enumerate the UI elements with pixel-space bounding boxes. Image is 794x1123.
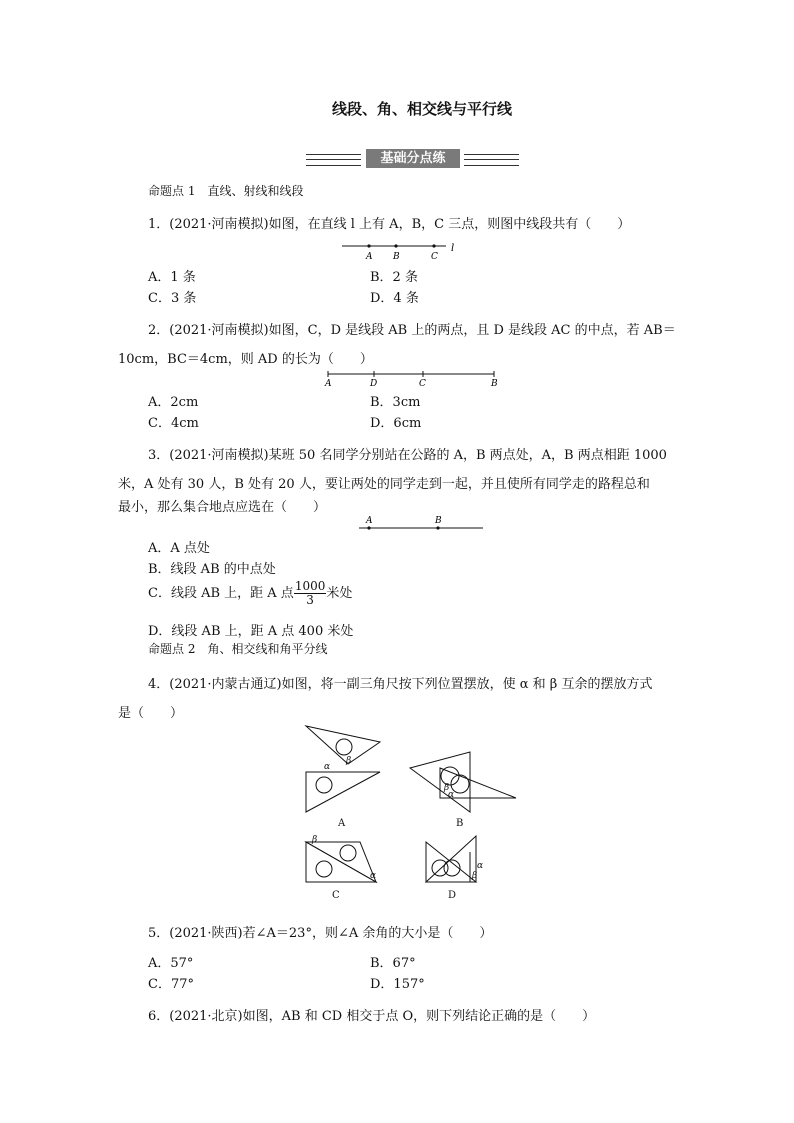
q1-option-a: A．1 条	[148, 270, 196, 285]
q3-option-a: A．A 点处	[148, 541, 210, 556]
q5-option-d: D．157°	[370, 977, 425, 992]
section-banner	[306, 148, 518, 170]
q4c-lower-set-square	[306, 842, 376, 882]
q4-stem-line1: 4．(2021·内蒙古通辽)如图，将一副三角尺按下列位置摆放，使 α 和 β 互余的摆放方式	[148, 677, 653, 692]
q4c-lower-circle	[316, 861, 332, 877]
q2-option-b: B．3cm	[370, 395, 421, 410]
q4-caption-c: C	[332, 890, 340, 901]
q1-stem: 1．(2021·河南模拟)如图，在直线 l 上有 A，B，C 三点，则图中线段共有（ ）	[148, 217, 631, 232]
q3-option-b: B．线段 AB 的中点处	[148, 562, 276, 577]
banner-left-rule	[306, 154, 361, 166]
q1-label-a: A	[366, 252, 373, 262]
q3-point-a	[367, 526, 370, 529]
q3-option-c-suffix: 米处	[326, 586, 353, 601]
q4a-lower-set-square	[306, 772, 380, 812]
q3-option-d: D．线段 AB 上，距 A 点 400 米处	[148, 624, 354, 639]
q4b-beta: β	[444, 783, 450, 793]
q3-label-b: B	[435, 516, 442, 526]
q4d-set-square-2	[426, 836, 476, 882]
q3-fraction	[294, 580, 327, 607]
q3-fraction-numerator: 1000	[294, 579, 326, 593]
q1-option-d: D．4 条	[370, 291, 419, 306]
q2-label-d: D	[370, 379, 378, 388]
q4a-beta: β	[346, 756, 352, 766]
q1-option-b: B．2 条	[370, 270, 418, 285]
q3-road-figure	[355, 514, 490, 534]
q4-stem-line2: 是（ ）	[118, 706, 184, 721]
q4d-circle-1	[432, 860, 448, 876]
q2-stem-line2: 10cm，BC＝4cm，则 AD 的长为（ ）	[118, 352, 373, 367]
q1-label-c: C	[431, 252, 438, 262]
q2-stem-line1: 2．(2021·河南模拟)如图，C，D 是线段 AB 上的两点，且 D 是线段 AC 的中点，若 AB＝	[148, 323, 676, 338]
q3-option-c-prefix: C．线段 AB 上，距 A 点	[148, 586, 294, 601]
q5-option-c: C．77°	[148, 977, 194, 992]
q2-option-d: D．6cm	[370, 416, 422, 431]
banner-right-rule	[464, 154, 519, 166]
q3-stem-line1: 3．(2021·河南模拟)某班 50 名同学分别站在公路的 A，B 两点处，A，B 两点相距 1000	[148, 448, 667, 463]
q3-label-a: A	[366, 516, 373, 526]
q4c-upper-circle	[340, 845, 356, 861]
q1-point-b	[394, 244, 397, 247]
q4-caption-d: D	[448, 890, 457, 901]
q6-stem: 6．(2021·北京)如图，AB 和 CD 相交于点 O，则下列结论正确的是（ ）	[148, 1009, 596, 1024]
q3-stem-line2: 米，A 处有 30 人，B 处有 20 人，要让两处的同学走到一起，并且使所有同学走的路程总和	[118, 477, 650, 492]
q3-point-b	[436, 526, 439, 529]
q4a-lower-circle	[316, 777, 332, 793]
q2-label-a: A	[325, 379, 332, 388]
q4b-alpha: α	[448, 790, 455, 800]
banner-label: 基础分点练	[366, 149, 460, 168]
q2-option-a: A．2cm	[148, 395, 199, 410]
q3-option-c	[148, 580, 352, 607]
q4d-beta: β	[472, 871, 478, 881]
q5-option-b: B．67°	[370, 956, 416, 971]
q4a-upper-circle	[336, 739, 352, 755]
q4c-beta: β	[312, 835, 318, 845]
q5-stem: 5．(2021·陕西)若∠A＝23°，则∠A 余角的大小是（ ）	[148, 926, 493, 941]
q1-option-c: C．3 条	[148, 291, 197, 306]
q4d-alpha: α	[477, 861, 484, 871]
q4a-alpha: α	[324, 762, 331, 772]
section-heading-2: 命题点 2 角、相交线和角平分线	[148, 642, 328, 656]
section-heading-1: 命题点 1 直线、射线和线段	[148, 184, 304, 198]
q4a-upper-set-square	[306, 726, 380, 764]
q3-fraction-denominator: 3	[306, 593, 314, 607]
q1-point-a	[367, 244, 370, 247]
q4-caption-b: B	[456, 818, 464, 829]
q1-label-l: l	[451, 243, 455, 254]
q1-label-b: B	[393, 252, 400, 262]
q5-option-a: A．57°	[148, 956, 194, 971]
q4c-alpha: α	[370, 871, 377, 881]
q3-stem-line3: 最小，那么集合地点应选在（ ）	[118, 500, 327, 515]
q1-point-c	[432, 244, 435, 247]
q2-label-b: B	[491, 379, 498, 388]
q4-caption-a: A	[338, 818, 346, 829]
q2-label-c: C	[419, 379, 426, 388]
page-title: 线段、角、相交线与平行线	[332, 100, 513, 118]
q2-option-c: C．4cm	[148, 416, 199, 431]
q2-segment-figure	[322, 366, 502, 388]
q1-line-figure	[338, 238, 488, 262]
q4-triangles-figure	[280, 722, 540, 902]
